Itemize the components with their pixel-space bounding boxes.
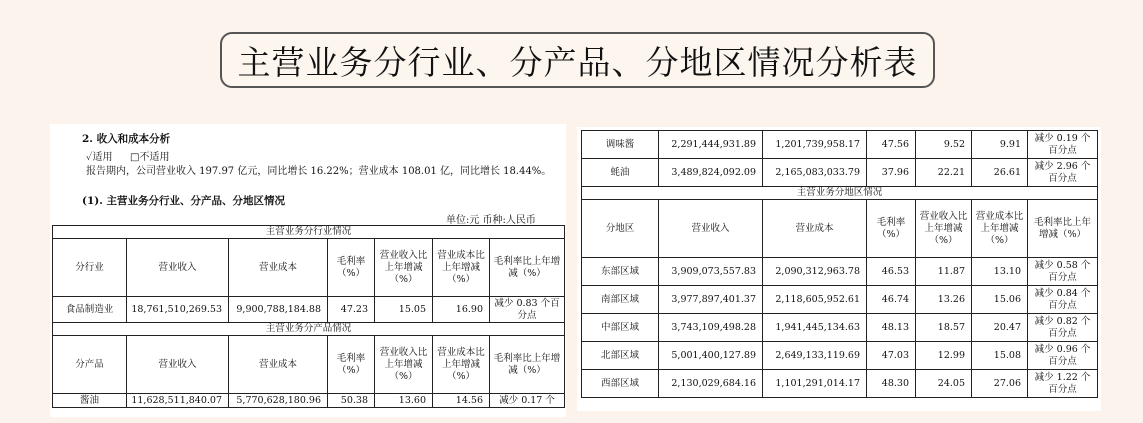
header-cell: 分行业 <box>53 239 127 297</box>
section-heading: 2. 收入和成本分析 <box>82 133 171 145</box>
row-margin: 47.23 <box>328 297 375 323</box>
header-cell: 营业收入比上年增减（%） <box>916 200 972 258</box>
row-cost: 5,770,628,180.96 <box>229 394 328 408</box>
row-margin-change: 减少 0.82 个百分点 <box>1028 314 1098 342</box>
row-revenue: 5,001,400,127.89 <box>659 342 763 370</box>
row-cost: 1,941,445,134.63 <box>763 314 867 342</box>
row-cost-change: 26.61 <box>972 159 1028 187</box>
product-region-table <box>581 130 1098 398</box>
table-row <box>53 297 565 323</box>
product-caption: 主营业务分产品情况 <box>53 323 565 336</box>
row-name: 北部区域 <box>582 342 659 370</box>
row-cost: 9,900,788,184.88 <box>229 297 328 323</box>
row-cost: 1,101,291,014.17 <box>763 370 867 398</box>
table-row <box>582 258 1098 286</box>
row-name: 中部区域 <box>582 314 659 342</box>
row-rev-change: 11.87 <box>916 258 972 286</box>
header-cell: 毛利率比上年增减（%） <box>490 239 565 297</box>
row-cost-change: 20.47 <box>972 314 1028 342</box>
row-name: 酱油 <box>53 394 127 408</box>
unit-line: 单位:元 币种:人民币 <box>446 215 536 226</box>
header-cell: 营业收入 <box>127 239 229 297</box>
row-name: 南部区域 <box>582 286 659 314</box>
subsection-heading: (1). 主营业务分行业、分产品、分地区情况 <box>82 195 286 207</box>
row-name: 东部区域 <box>582 258 659 286</box>
row-margin: 47.56 <box>867 131 916 159</box>
row-margin: 47.03 <box>867 342 916 370</box>
row-margin-change: 减少 0.58 个百分点 <box>1028 258 1098 286</box>
row-rev-change: 24.05 <box>916 370 972 398</box>
industry-caption: 主营业务分行业情况 <box>53 226 565 239</box>
row-rev-change: 22.21 <box>916 159 972 187</box>
product-header-row <box>53 336 565 394</box>
header-cell: 营业收入比上年增减（%） <box>375 336 433 394</box>
header-cell: 毛利率（%） <box>328 336 375 394</box>
row-cost-change: 15.08 <box>972 342 1028 370</box>
row-cost: 2,165,083,033.79 <box>763 159 867 187</box>
header-cell: 毛利率（%） <box>328 239 375 297</box>
row-cost-change: 27.06 <box>972 370 1028 398</box>
header-cell: 营业收入 <box>127 336 229 394</box>
table-row <box>582 286 1098 314</box>
industry-header-row <box>53 239 565 297</box>
row-margin-change: 减少 0.83 个百分点 <box>490 297 565 323</box>
header-cell: 营业成本 <box>229 239 328 297</box>
row-margin: 50.38 <box>328 394 375 408</box>
table-row <box>582 314 1098 342</box>
not-applicable-checkbox: □不适用 <box>130 152 170 163</box>
row-name: 蚝油 <box>582 159 659 187</box>
header-cell: 营业成本 <box>763 200 867 258</box>
table-row <box>582 159 1098 187</box>
applicable-checkbox: ✓适用 <box>86 152 113 163</box>
header-cell: 毛利率比上年增减（%） <box>1028 200 1098 258</box>
region-header-row <box>582 200 1098 258</box>
row-revenue: 2,291,444,931.89 <box>659 131 763 159</box>
row-cost-change: 15.06 <box>972 286 1028 314</box>
banner-title: 主营业务分行业、分产品、分地区情况分析表 <box>220 32 935 88</box>
header-cell: 营业成本比上年增减（%） <box>433 336 490 394</box>
report-page-right <box>577 127 1101 411</box>
row-margin: 48.30 <box>867 370 916 398</box>
header-cell: 营业收入比上年增减（%） <box>375 239 433 297</box>
region-caption: 主营业务分地区情况 <box>582 187 1098 200</box>
row-cost: 2,090,312,963.78 <box>763 258 867 286</box>
row-cost: 2,118,605,952.61 <box>763 286 867 314</box>
row-rev-change: 15.05 <box>375 297 433 323</box>
row-revenue: 3,489,824,092.09 <box>659 159 763 187</box>
row-rev-change: 18.57 <box>916 314 972 342</box>
industry-product-table <box>52 225 565 408</box>
row-cost-change: 16.90 <box>433 297 490 323</box>
row-revenue: 2,130,029,684.16 <box>659 370 763 398</box>
row-revenue: 3,743,109,498.28 <box>659 314 763 342</box>
row-name: 调味酱 <box>582 131 659 159</box>
table-row <box>582 370 1098 398</box>
row-revenue: 3,909,073,557.83 <box>659 258 763 286</box>
header-cell: 营业成本比上年增减（%） <box>972 200 1028 258</box>
row-margin-change: 减少 0.17 个 <box>490 394 565 408</box>
row-name: 食品制造业 <box>53 297 127 323</box>
row-rev-change: 13.60 <box>375 394 433 408</box>
row-name: 西部区域 <box>582 370 659 398</box>
row-margin-change: 减少 1.22 个百分点 <box>1028 370 1098 398</box>
row-rev-change: 13.26 <box>916 286 972 314</box>
row-revenue: 11,628,511,840.07 <box>127 394 229 408</box>
table-row <box>582 131 1098 159</box>
header-cell: 毛利率比上年增减（%） <box>490 336 565 394</box>
header-cell: 营业成本 <box>229 336 328 394</box>
row-revenue: 18,761,510,269.53 <box>127 297 229 323</box>
row-margin: 48.13 <box>867 314 916 342</box>
table-row <box>582 342 1098 370</box>
row-margin-change: 减少 0.96 个百分点 <box>1028 342 1098 370</box>
header-cell: 分地区 <box>582 200 659 258</box>
header-cell: 毛利率（%） <box>867 200 916 258</box>
header-cell: 分产品 <box>53 336 127 394</box>
header-cell: 营业成本比上年增减（%） <box>433 239 490 297</box>
row-cost-change: 9.91 <box>972 131 1028 159</box>
row-cost: 1,201,739,958.17 <box>763 131 867 159</box>
row-cost-change: 14.56 <box>433 394 490 408</box>
row-cost-change: 13.10 <box>972 258 1028 286</box>
table-row <box>53 394 565 408</box>
row-margin-change: 减少 2.96 个百分点 <box>1028 159 1098 187</box>
row-revenue: 3,977,897,401.37 <box>659 286 763 314</box>
row-rev-change: 12.99 <box>916 342 972 370</box>
row-margin-change: 减少 0.19 个百分点 <box>1028 131 1098 159</box>
row-margin-change: 减少 0.84 个百分点 <box>1028 286 1098 314</box>
report-page-left <box>50 124 566 417</box>
row-margin: 37.96 <box>867 159 916 187</box>
row-margin: 46.74 <box>867 286 916 314</box>
header-cell: 营业收入 <box>659 200 763 258</box>
row-cost: 2,649,133,119.69 <box>763 342 867 370</box>
row-rev-change: 9.52 <box>916 131 972 159</box>
summary-text: 报告期内，公司营业收入 197.97 亿元，同比增长 16.22%；营业成本 108.01 亿，同比增长 18.44%。 <box>86 166 552 177</box>
row-margin: 46.53 <box>867 258 916 286</box>
